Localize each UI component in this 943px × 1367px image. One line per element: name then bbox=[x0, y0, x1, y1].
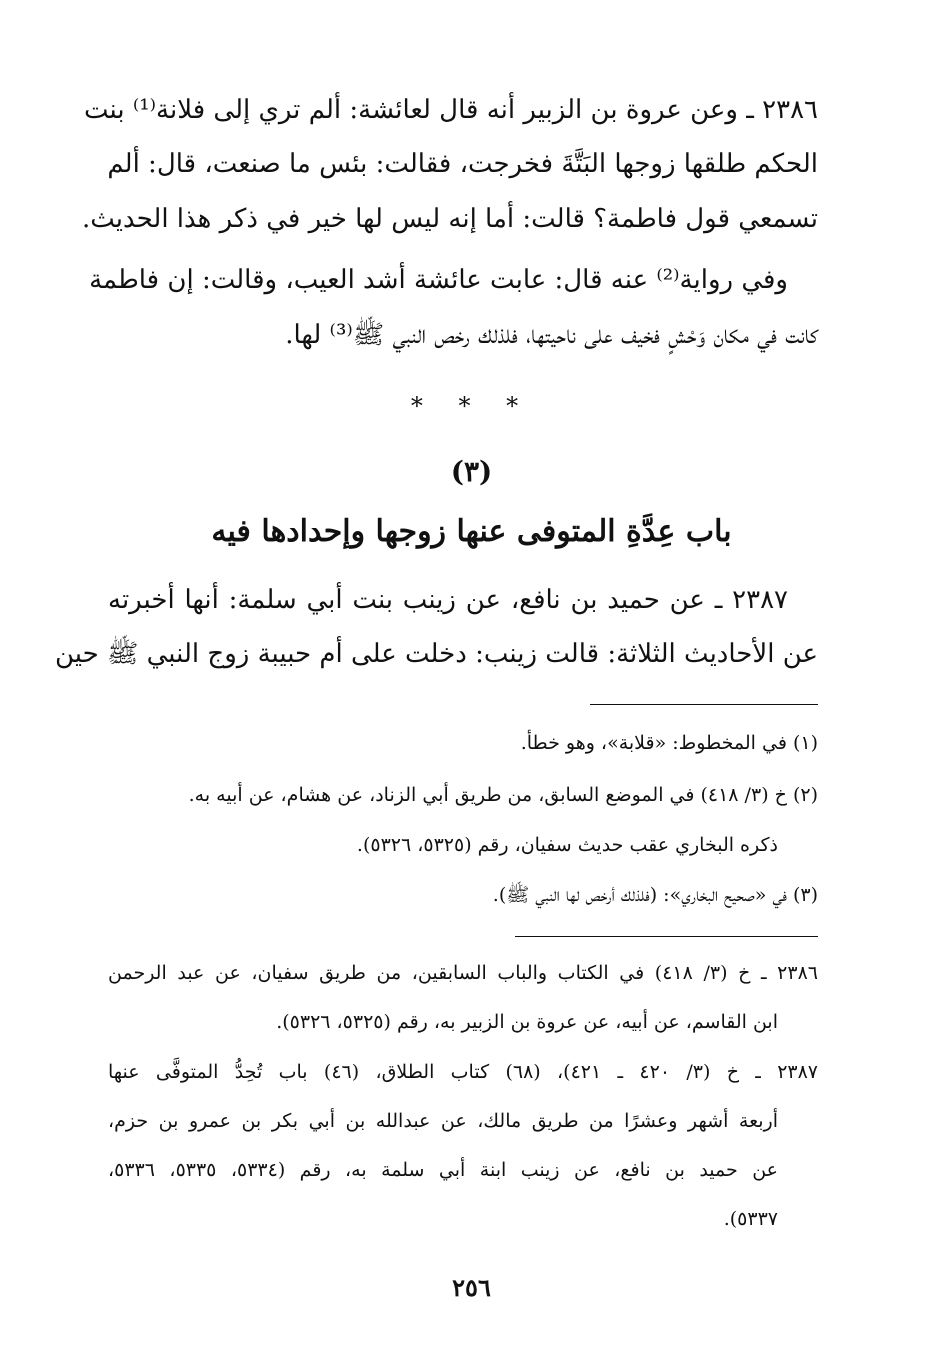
section-separator: * * * bbox=[410, 392, 533, 420]
hadith-2386-line-2: الحكم طلقها زوجها البَتَّةَ فخرجت، فقالت: بئس ما صنعت، قال: ألم bbox=[107, 149, 818, 179]
hadith-2387-line-1: ٢٣٨٧ ـ عن حميد بن نافع، عن زينب بنت أبي سلمة: أنها أخبرته bbox=[108, 585, 788, 615]
takhrij-2386-line-2: ابن القاسم، عن أبيه، عن عروة بن الزبير به، رقم (٥٣٢٥، ٥٣٢٦). bbox=[276, 1011, 778, 1033]
hadith-2387-line-2: عن الأحاديث الثلاثة: قالت زينب: دخلت على أم حبيبة زوج النبي ﷺ حين bbox=[54, 639, 818, 669]
footnote-2-line-2: ذكره البخاري عقب حديث سفيان، رقم (٥٣٢٥، ٥٣٢٦). bbox=[356, 834, 778, 856]
takhrij-rule bbox=[515, 936, 818, 937]
takhrij-2387-line-4: ٥٣٣٧). bbox=[723, 1208, 778, 1230]
page-number: ٢٥٦ bbox=[452, 1273, 491, 1302]
chapter-title: باب عِدَّةِ المتوفى عنها زوجها وإحدادها فيه bbox=[211, 514, 732, 549]
hadith-2386-line-1: ٢٣٨٦ ـ وعن عروة بن الزبير أنه قال لعائشة: ألم تري إلى فلانة⁽¹⁾ بنت bbox=[83, 95, 818, 125]
footnote-rule bbox=[590, 704, 818, 705]
hadith-2386-line-3: تسمعي قول فاطمة؟ قالت: أما إنه ليس لها خير في ذكر هذا الحديث. bbox=[81, 204, 818, 234]
footnote-3: (٣) في «صحيح البخاري»: (فلذلك أرخص لها النبي ﷺ). bbox=[492, 884, 818, 906]
hadith-2386-riwaya-line-2: كانت في مكان وَحْشٍ فخيف على ناحيتها، فلذلك رخص النبي ﷺ⁽³⁾ لها. bbox=[285, 320, 818, 350]
hadith-2386-riwaya-line-1: وفي رواية⁽²⁾ عنه قال: عابت عائشة أشد العيب، وقالت: إن فاطمة bbox=[89, 265, 788, 295]
takhrij-2387-line-1: ٢٣٨٧ ـ خ (٣/ ٤٢٠ ـ ٤٢١)، (٦٨) كتاب الطلاق، (٤٦) باب تُحِدُّ المتوفَّى عنها bbox=[108, 1061, 819, 1083]
takhrij-2386-line-1: ٢٣٨٦ ـ خ (٣/ ٤١٨) في الكتاب والباب السابقين، من طريق سفيان، عن عبد الرحمن bbox=[108, 962, 818, 984]
chapter-number: (٣) bbox=[450, 455, 493, 488]
footnote-1: (١) في المخطوط: «قلابة»، وهو خطأ. bbox=[520, 732, 818, 754]
footnote-2-line-1: (٢) خ (٣/ ٤١٨) في الموضع السابق، من طريق أبي الزناد، عن هشام، عن أبيه به. bbox=[188, 784, 818, 806]
takhrij-2387-line-3: عن حميد بن نافع، عن زينب ابنة أبي سلمة به، رقم (٥٣٣٤، ٥٣٣٥، ٥٣٣٦، bbox=[108, 1159, 779, 1181]
takhrij-2387-line-2: أربعة أشهر وعشرًا من طريق مالك، عن عبدالله بن أبي بكر بن عمرو بن حزم، bbox=[108, 1110, 778, 1132]
